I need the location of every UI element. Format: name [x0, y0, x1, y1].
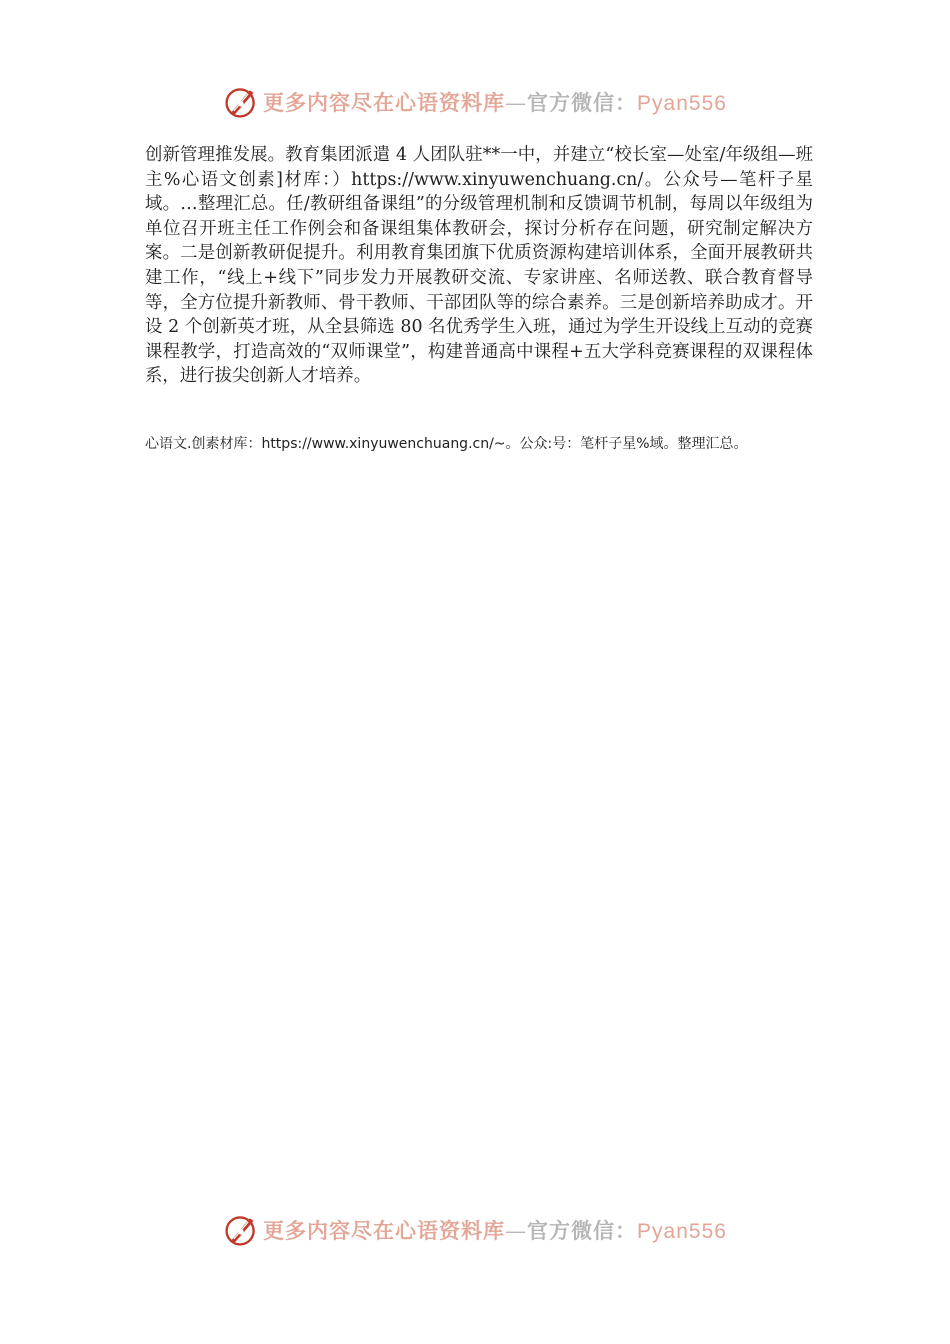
body-paragraph: 创新管理推发展。教育集团派遣 4 人团队驻**一中，并建立“校长室—处室/年级组—班主%心语文创素]材库：）https://www.xinyuwenchuang.cn/。公众号—笔杆子星域。…整理汇总。任/教研组备课组”的分级管理机制和反馈调节机制，每周以年级组为单位召开班主任工作例会和备课组集体教研会，探讨分析存在问题，研究制定解决方案。二是创新教研促提升。利用教育集团旗下优质资源构建培训体系，全面开展教研共建工作，“线上+线下”同步发力开展教研交流、专家讲座、名师送教、联合教育督导等，全方位提升新教师、骨干教师、干部团队等的综合素养。三是创新培养助成才。开设 2 个创新英才班，从全县筛选 80 名优秀学生入班，通过为学生开设线上互动的竞赛课程教学，打造高效的“双师课堂”，构建普通高中课程+五大学科竞赛课程的双课程体系，进行拔尖创新人才培养。: [145, 145, 813, 387]
quill-logo-icon: [223, 84, 259, 120]
footer-wechat-label: 官方微信：: [527, 1218, 638, 1243]
footer-banner-dash: —: [505, 1219, 528, 1243]
footer-banner: [0, 1208, 950, 1252]
footer-banner-text: [263, 1215, 727, 1245]
quill-logo-icon: [223, 1212, 259, 1248]
header-wechat-id: Pyan556: [637, 92, 727, 115]
header-banner-main: 更多内容尽在心语资料库: [263, 90, 506, 115]
header-banner-text: [263, 87, 727, 117]
header-banner: [0, 80, 950, 124]
footer-wechat-id: Pyan556: [637, 1220, 727, 1243]
source-footnote: 心语文.创素材库：https://www.xinyuwenchuang.cn/~。公众:号：笔杆子星%域。整理汇总。: [145, 436, 748, 452]
header-banner-dash: —: [505, 91, 528, 115]
header-wechat-label: 官方微信：: [527, 90, 638, 115]
footer-banner-main: 更多内容尽在心语资料库: [263, 1218, 506, 1243]
document-body: [145, 143, 813, 389]
